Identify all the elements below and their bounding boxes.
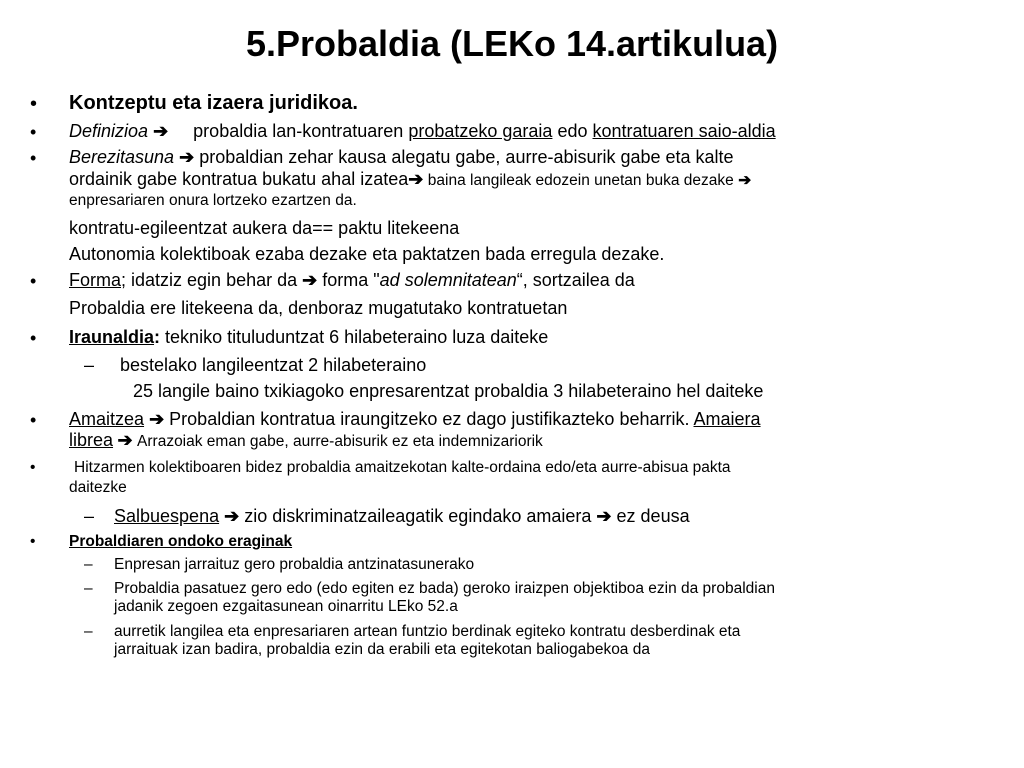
arrow-icon: ➔ [302, 270, 318, 290]
point-salbuespena [114, 506, 690, 526]
salbuespena-label: Salbuespena [114, 506, 220, 526]
point-berezitasuna-line2 [69, 169, 751, 190]
point-amaitzea-line2 [69, 430, 543, 451]
dash-marker: – [84, 556, 93, 573]
berezitasuna-text3: baina langileak edozein unetan buka dezake [427, 172, 734, 189]
point-hitzarmen-line2: daitezke [69, 479, 127, 496]
slide-title: 5.Probaldia (LEKo 14.artikulua) [245, 23, 779, 64]
bullet-marker: • [30, 271, 37, 291]
bullet-marker: • [30, 533, 36, 550]
salbuespena-text1: zio diskriminatzaileagatik egindako amaiera [244, 506, 592, 526]
point-iraunaldia-other: bestelako langileentzat 2 hilabeteraino [120, 355, 427, 375]
point-eraginak-3-line1: aurretik langilea eta enpresariaren artean funtzio berdinak egiteko kontratu desberdinak eta [114, 623, 741, 640]
dash-marker: – [84, 623, 93, 640]
definition-text: probaldia lan-kontratuaren [193, 121, 404, 141]
definition-label: Definizioa [69, 121, 149, 141]
berezitasuna-text2: ordainik gabe kontratua bukatu ahal izatea [69, 169, 409, 189]
dash-marker: – [84, 506, 95, 526]
iraunaldia-colon: : [154, 327, 161, 347]
point-eraginak: Probaldiaren ondoko eraginak [69, 533, 293, 550]
amaitzea-link-librea: librea [69, 430, 114, 450]
forma-latin: ad solemnitatean [379, 270, 517, 290]
point-paktu: kontratu-egileentzat aukera da== paktu litekeena [69, 218, 460, 238]
arrow-icon: ➔ [596, 506, 612, 526]
definition-link-probatzeko: probatzeko garaia [408, 121, 553, 141]
point-forma-temporal: Probaldia ere litekeena da, denboraz mugatutako kontratuetan [69, 298, 568, 318]
forma-text3: “, sortzailea da [516, 270, 635, 290]
point-iraunaldia-small: 25 langile baino txikiagoko enpresarentzat probaldia 3 hilabeteraino hel daiteke [133, 381, 764, 401]
arrow-icon: ➔ [149, 409, 165, 429]
point-autonomia: Autonomia kolektiboak ezaba dezake eta paktatzen bada erregula dezake. [69, 244, 665, 264]
arrow-icon: ➔ [738, 172, 752, 189]
amaitzea-label: Amaitzea [69, 409, 145, 429]
arrow-icon: ➔ [179, 147, 195, 167]
bullet-marker: • [30, 410, 37, 430]
point-eraginak-1: Enpresan jarraituz gero probaldia antzinatasunerako [114, 556, 475, 573]
forma-label: Forma [69, 270, 122, 290]
forma-text1: ; idatziz egin behar da [121, 270, 298, 290]
point-berezitasuna-line1 [69, 147, 734, 167]
arrow-icon: ➔ [117, 430, 133, 450]
bullet-marker: • [30, 328, 37, 348]
arrow-icon: ➔ [224, 506, 240, 526]
point-concept: Kontzeptu eta izaera juridikoa. [69, 92, 358, 114]
arrow-icon: ➔ [153, 121, 169, 141]
point-eraginak-2-line2: jadanik zegoen ezgaitasunean oinarritu LEko 52.a [114, 598, 458, 615]
forma-text2: forma " [322, 270, 380, 290]
point-hitzarmen-line1: Hitzarmen kolektiboaren bidez probaldia amaitzekotan kalte-ordaina edo/eta aurre-abisua pakta [74, 459, 731, 476]
salbuespena-text2: ez deusa [616, 506, 690, 526]
bullet-marker: • [30, 148, 37, 168]
dash-marker: – [84, 355, 95, 375]
point-eraginak-3-line2: jarraituak izan badira, probaldia ezin da erabili eta egitekotan baliogabekoa da [114, 641, 650, 658]
dash-marker: – [84, 580, 93, 597]
amaitzea-link-amaiera: Amaiera [693, 409, 761, 429]
point-eraginak-2-line1: Probaldia pasatuez gero edo (edo egiten ez bada) geroko iraizpen objektiboa ezin da probaldian [114, 580, 775, 597]
definition-text-edo: edo [557, 121, 588, 141]
iraunaldia-text: tekniko tituluduntzat 6 hilabeteraino luza daiteke [165, 327, 549, 347]
berezitasuna-text1: probaldian zehar kausa alegatu gabe, aurre-abisurik gabe eta kalte [199, 147, 734, 167]
iraunaldia-label: Iraunaldia [69, 327, 155, 347]
point-forma [69, 270, 635, 290]
amaitzea-text1: Probaldian kontratua iraungitzeko ez dago justifikazteko beharrik. [169, 409, 690, 429]
arrow-icon: ➔ [408, 169, 424, 189]
point-berezitasuna-line3: enpresariaren onura lortzeko ezartzen da. [69, 192, 357, 209]
point-definition [69, 121, 776, 141]
point-iraunaldia [69, 327, 548, 347]
berezitasuna-label: Berezitasuna [69, 147, 175, 167]
bullet-marker: • [30, 93, 38, 115]
bullet-marker: • [30, 459, 36, 476]
bullet-marker: • [30, 122, 37, 142]
definition-link-saio-aldia: kontratuaren saio-aldia [592, 121, 776, 141]
amaitzea-text2: Arrazoiak eman gabe, aurre-abisurik ez eta indemnizariorik [137, 433, 543, 450]
point-amaitzea-line1 [69, 409, 761, 429]
